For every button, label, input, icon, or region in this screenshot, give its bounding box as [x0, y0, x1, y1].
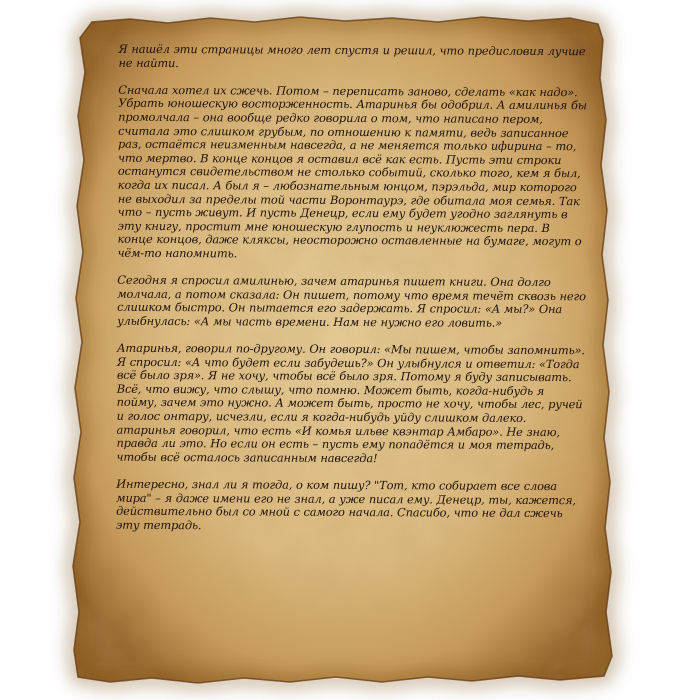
paragraph-3: Сегодня я спросил амилинью, зачем атаринья пишет книги. Она долго молчала, а потом сказала: Он пишет, потому что время течёт сквозь него слишком быстро. Он пытается его задержать. Я спросил: «А мы?» Она улыбнулась: «А мы часть времени. Нам не нужно его ловить.»: [117, 272, 586, 330]
paragraph-1: Я нашёл эти страницы много лет спустя и решил, что предисловия лучше не найти.: [118, 41, 586, 70]
paragraph-5: Интересно, знал ли я тогда, о ком пишу? "Тот, кто собирает все слова мира" – я даже имени его не знал, а уже писал ему. Денецр, ты, кажется, действительно был со мной с самого начала. Спасибо, что не дал сжечь эту тетрадь.: [116, 476, 576, 532]
paragraph-2: Сначала хотел их сжечь. Потом – переписать заново, сделать «как надо». Убрать юношескую восторженность. Атаринья бы одобрил. А амилинья бы промолчала – она вообще редко говорила о том, что написано пером, считала это слишком грубым, по отношению к памяти, ведь записанное раз, остаётся неизменным навсегда, а не меняется только ифирина – то, что мертво. В конце концов я оставил всё как есть. Пусть эти строки останутся свидетельством не столько событий, сколько того, кем я был, когда их писал. А был я – любознательным юнцом, пэрэльда, мир которого не выходил за пределы той части Воронтаурэ, где обитала моя семья. Так что – пусть живут. И пусть Денецр, если ему будет угодно заглянуть в эту книгу, простит мне юношескую глупость и неуклюжесть пера. В конце концов, даже кляксы, неосторожно оставленные на бумаге, могут о чём-то напомнить.: [117, 82, 587, 261]
paragraph-4: Атаринья, говорил по-другому. Он говорил: «Мы пишем, чтобы запомнить». Я спросил: «А что будет если забудешь?» Он улыбнулся и ответил: «Тогда всё было зря». Я не хочу, чтобы всё было зря. Потому я буду записывать. Всё, что вижу, что слышу, что помню. Может быть, когда-нибудь я пойму, зачем это нужно. А может быть, просто не хочу, чтобы лес, ручей и голос онтару, исчезли, если я когда-нибудь уйду слишком далеко. атаринья говорил, что есть «И комья ильве квэнтар Амбаро». Не знаю, правда ли это. Но если он есть – пусть ему попадётся и моя тетрадь, чтобы всё осталось записанным навсегда!: [116, 340, 585, 465]
letter-text: [115, 43, 588, 645]
